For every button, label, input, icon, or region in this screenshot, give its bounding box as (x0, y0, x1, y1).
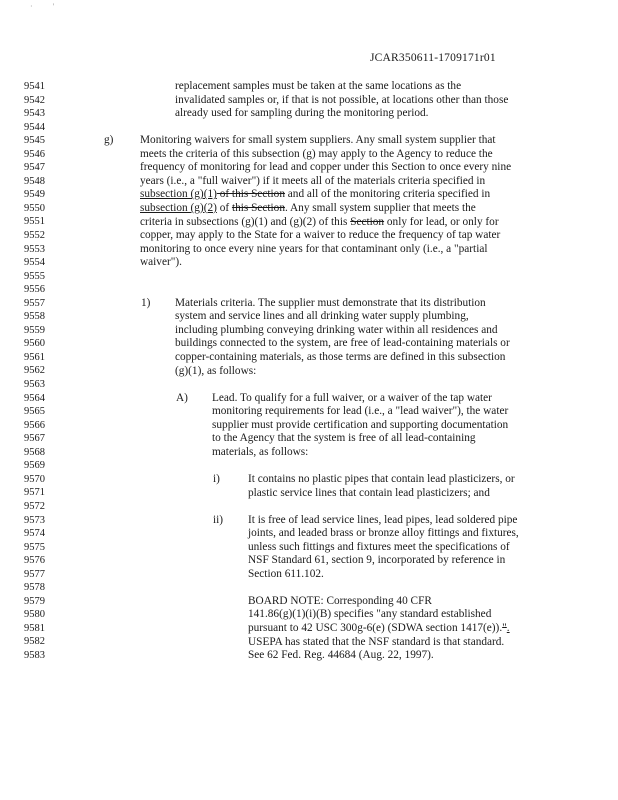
body-text: pursuant to 42 USC 300g-6(e) (SDWA section 1417(e)). (248, 622, 503, 634)
line-number: 9567 (24, 433, 45, 445)
body-line: buildings connected to the system, are free of lead-containing materials or (175, 337, 510, 350)
board-note-line: BOARD NOTE: Corresponding 40 CFR (248, 594, 432, 607)
line-number: 9542 (24, 94, 45, 106)
body-text: of (216, 201, 232, 214)
inserted-text: . (506, 622, 510, 634)
line-number: 9541 (24, 81, 45, 92)
line-number: 9579 (24, 595, 45, 607)
line-number: 9544 (24, 121, 45, 133)
line-number: 9552 (24, 230, 45, 242)
line-number: 9557 (24, 297, 45, 309)
line-number: 9547 (24, 162, 45, 174)
body-line: invalidated samples or, if that is not possible, at locations other than those (175, 93, 509, 106)
body-line (140, 188, 490, 202)
line-number: 9543 (24, 108, 45, 120)
line-number: 9564 (24, 392, 45, 404)
line-number: 9583 (24, 649, 45, 661)
line-number: 9580 (24, 609, 45, 621)
body-line: replacement samples must be taken at the same locations as the (175, 80, 462, 92)
body-line: plastic service lines that contain lead plasticizers; and (248, 486, 490, 499)
body-line: monitoring requirements for lead (i.e., a "lead waiver"), the water (212, 405, 509, 418)
line-number: 9556 (24, 284, 45, 296)
body-line: materials, as follows: (212, 445, 309, 458)
line-number: 9576 (24, 555, 45, 567)
body-line: Monitoring waivers for small system suppliers. Any small system supplier that (140, 134, 496, 147)
subsection-label-ii: ii) (213, 513, 224, 526)
board-note-line: USEPA has stated that the NSF standard is that standard. (248, 635, 505, 648)
line-number: 9565 (24, 406, 45, 418)
line-number: 9548 (24, 175, 45, 187)
body-line: Materials criteria. The supplier must demonstrate that its distribution (175, 296, 486, 309)
scan-specks: · ' (30, 2, 55, 11)
deleted-text: " (502, 622, 507, 634)
line-number: 9549 (24, 189, 45, 201)
body-line: joints, and leaded brass or bronze alloy fittings and fixtures, (248, 527, 519, 540)
deleted-text: this Section (231, 201, 285, 214)
body-line: It contains no plastic pipes that contain lead plasticizers, or (248, 472, 515, 485)
body-line: Lead. To qualify for a full waiver, or a waiver of the tap water (212, 391, 492, 404)
subsection-label-i: i) (213, 472, 220, 485)
body-line: It is free of lead service lines, lead pipes, lead soldered pipe (248, 513, 518, 526)
line-number: 9582 (24, 636, 45, 648)
deleted-text: of this Section (216, 188, 285, 201)
subsection-label-1: 1) (141, 296, 151, 309)
board-note-line (248, 622, 510, 636)
subsection-label-A: A) (176, 391, 188, 404)
line-number: 9545 (24, 135, 45, 147)
body-line: meets the criteria of this subsection (g) may apply to the Agency to reduce the (140, 147, 493, 160)
line-number: 9570 (24, 473, 45, 485)
line-number: 9553 (24, 243, 45, 255)
body-line: NSF Standard 61, section 9, incorporated by reference in (248, 554, 506, 567)
body-line: copper, may apply to the State for a waiver to reduce the frequency of tap water (140, 229, 501, 242)
line-number: 9573 (24, 514, 45, 526)
body-line: supplier must provide certification and supporting documentation (212, 418, 509, 431)
body-line: waiver"). (140, 256, 182, 269)
line-number: 9562 (24, 365, 45, 377)
line-number: 9546 (24, 148, 45, 160)
line-number: 9578 (24, 582, 45, 594)
inserted-text: subsection (g)(1) (140, 188, 217, 201)
line-number-gutter (24, 80, 45, 663)
line-number: 9581 (24, 622, 45, 634)
body-line: already used for sampling during the monitoring period. (175, 107, 429, 120)
line-number: 9577 (24, 568, 45, 580)
body-line: frequency of monitoring for lead and copper under this Section to once every nine (140, 161, 512, 174)
body-line: including plumbing conveying drinking water within all residences and (175, 323, 498, 336)
body-text: only for lead, or only for (384, 215, 499, 228)
line-number: 9563 (24, 379, 45, 391)
line-number: 9575 (24, 541, 45, 553)
body-line: system and service lines and all drinking water supply plumbing, (175, 310, 469, 323)
inserted-text: subsection (g)(2) (140, 201, 217, 214)
body-line: to the Agency that the system is free of all lead-containing (212, 432, 476, 445)
board-note-line: 141.86(g)(1)(i)(B) specifies "any standard established (248, 608, 492, 621)
body-text: and all of the monitoring criteria specified in (284, 188, 491, 201)
line-number: 9558 (24, 311, 45, 323)
line-number: 9561 (24, 351, 45, 363)
line-number: 9574 (24, 528, 45, 540)
body-line: years (i.e., a "full waiver") if it meets all of the materials criteria specified in (140, 174, 486, 187)
deleted-text: Section (350, 215, 385, 228)
line-number: 9560 (24, 338, 45, 350)
line-number: 9551 (24, 216, 45, 228)
body-line: monitoring to once every nine years for that contaminant only (i.e., a "partial (140, 242, 488, 255)
line-number: 9566 (24, 419, 45, 431)
body-line: (g)(1), as follows: (175, 364, 257, 377)
body-line: Section 611.102. (248, 567, 324, 580)
body-line (140, 216, 499, 230)
line-number: 9555 (24, 270, 45, 282)
line-number: 9569 (24, 460, 45, 472)
line-number: 9571 (24, 487, 45, 499)
board-note-line: See 62 Fed. Reg. 44684 (Aug. 22, 1997). (248, 649, 434, 662)
line-number: 9554 (24, 257, 45, 269)
body-line: unless such fittings and fixtures meet the specifications of (248, 540, 510, 553)
body-line: copper-containing materials, as those terms are defined in this subsection (175, 351, 506, 363)
line-number: 9559 (24, 324, 45, 336)
body-text: . Any small system supplier that meets the (284, 201, 476, 214)
body-text: criteria in subsections (g)(1) and (g)(2) of this (140, 215, 351, 228)
subsection-label-g: g) (104, 134, 114, 147)
body-line (140, 202, 476, 216)
line-number: 9550 (24, 202, 45, 214)
line-number: 9572 (24, 500, 45, 512)
line-number: 9568 (24, 446, 45, 458)
document-id-header: JCAR350611-1709171r01 (370, 52, 496, 64)
